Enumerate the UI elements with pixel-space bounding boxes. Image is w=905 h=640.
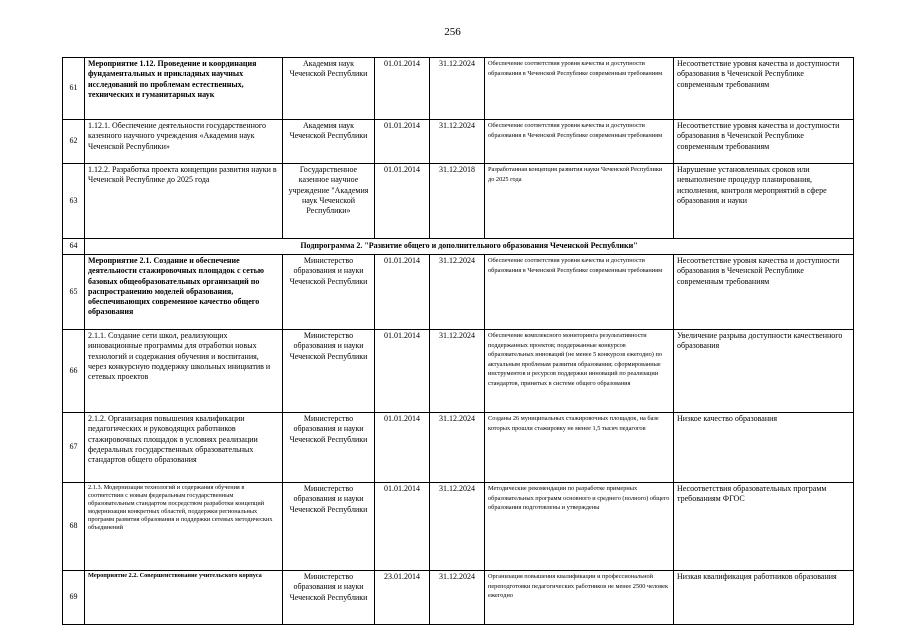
end-date-cell: 31.12.2024 [430, 58, 485, 120]
event-cell: 1.12.2. Разработка проекта концепции развития науки в Чеченской Республике до 2025 года [85, 164, 283, 239]
table-row [63, 239, 854, 255]
start-date-cell: 01.01.2014 [375, 483, 430, 571]
row-number: 66 [63, 330, 85, 413]
start-date-cell: 01.01.2014 [375, 120, 430, 164]
executor-cell: Министерство образования и науки Чеченской Республики [283, 571, 375, 625]
risk-cell: Несоответствие уровня качества и доступности образования в Чеченской Республике современным требованиям [674, 58, 854, 120]
table-row [63, 58, 854, 120]
start-date-cell: 01.01.2014 [375, 164, 430, 239]
event-cell: Мероприятие 1.12. Проведение и координация фундаментальных и прикладных научных исследований по проблемам естественных, технических и гуманитарных наук [85, 58, 283, 120]
start-date-cell: 01.01.2014 [375, 255, 430, 330]
risk-cell: Несоответствия образовательных программ требованиям ФГОС [674, 483, 854, 571]
result-cell: Обеспечение соответствия уровня качества и доступности образования в Чеченской Республике современным требованиям [485, 120, 674, 164]
table-row [63, 164, 854, 239]
row-number: 63 [63, 164, 85, 239]
result-cell: Обеспечение комплексного мониторинга результативности поддержанных проектов; поддержанные конкурсов образовательных инноваций (не менее 5 конкурсов ежегодно) по актуальным проблемам развития образования; сформированные инструментов и ресурсов поддержки инноваций по реализации стандартов, принятых в системе общего образования [485, 330, 674, 413]
result-cell: Организация повышения квалификации и профессиональной переподготовки педагогических работников не менее 2500 человек ежегодно [485, 571, 674, 625]
risk-cell: Увеличение разрыва доступности качественного образования [674, 330, 854, 413]
executor-cell: Министерство образования и науки Чеченской Республики [283, 330, 375, 413]
event-cell: 2.1.1. Создание сети школ, реализующих инновационные программы для отработки новых технологий и содержания обучения и воспитания, через конкурсную поддержку школьных инициатив и сетевых проектов [85, 330, 283, 413]
executor-cell: Министерство образования и науки Чеченской Республики [283, 483, 375, 571]
end-date-cell: 31.12.2024 [430, 120, 485, 164]
program-table [62, 57, 854, 625]
end-date-cell: 31.12.2024 [430, 413, 485, 483]
executor-cell: Академия наук Чеченской Республики [283, 120, 375, 164]
event-cell: Мероприятие 2.2. Совершенствование учительского корпуса [85, 571, 283, 625]
event-cell: 2.1.2. Организация повышения квалификации педагогических и руководящих работников стажировочных площадок в условиях реализации федеральных государственных образовательных стандартов общего образования [85, 413, 283, 483]
row-number: 68 [63, 483, 85, 571]
row-number: 62 [63, 120, 85, 164]
row-number: 64 [63, 239, 85, 255]
end-date-cell: 31.12.2024 [430, 571, 485, 625]
risk-cell: Несоответствие уровня качества и доступности образования в Чеченской Республике современным требованиям [674, 120, 854, 164]
executor-cell: Министерство образования и науки Чеченской Республики [283, 413, 375, 483]
subprogram-title: Подпрограмма 2. "Развитие общего и дополнительного образования Чеченской Республики" [85, 239, 854, 255]
page-number: 256 [444, 26, 461, 38]
row-number: 69 [63, 571, 85, 625]
event-cell: 1.12.1. Обеспечение деятельности государственного казенного научного учреждения «Академия наук Чеченской Республики» [85, 120, 283, 164]
start-date-cell: 23.01.2014 [375, 571, 430, 625]
result-cell: Разработанная концепция развития науки Чеченской Республики до 2025 года [485, 164, 674, 239]
end-date-cell: 31.12.2018 [430, 164, 485, 239]
row-number: 61 [63, 58, 85, 120]
table-row [63, 483, 854, 571]
result-cell: Обеспечение соответствия уровня качества и доступности образования в Чеченской Республике современным требованиям [485, 58, 674, 120]
risk-cell: Низкая квалификация работников образования [674, 571, 854, 625]
executor-cell: Академия наук Чеченской Республики [283, 58, 375, 120]
table-row [63, 120, 854, 164]
start-date-cell: 01.01.2014 [375, 330, 430, 413]
result-cell: Созданы 26 муниципальных стажировочных площадок, на базе которых прошли стажировку не менее 1,5 тысяч педагогов [485, 413, 674, 483]
risk-cell: Низкое качество образования [674, 413, 854, 483]
executor-cell: Министерство образования и науки Чеченской Республики [283, 255, 375, 330]
end-date-cell: 31.12.2024 [430, 255, 485, 330]
start-date-cell: 01.01.2014 [375, 58, 430, 120]
table-row [63, 330, 854, 413]
event-cell: 2.1.3. Модернизация технологий и содержания обучения в соответствии с новым федеральным государственным образовательным стандартом посредством разработки концепций модернизации конкретных областей, поддержки региональных программ развития образования и поддержки сетевых методических объединений [85, 483, 283, 571]
event-cell: Мероприятие 2.1. Создание и обеспечение деятельности стажировочных площадок с сетью базовых общеобразовательных организаций по распространению моделей образования, обеспечивающих современное качество общего образования [85, 255, 283, 330]
start-date-cell: 01.01.2014 [375, 413, 430, 483]
table-row [63, 571, 854, 625]
risk-cell: Несоответствие уровня качества и доступности образования в Чеченской Республике современным требованиям [674, 255, 854, 330]
result-cell: Обеспечение соответствия уровня качества и доступности образования в Чеченской Республике современным требованиям [485, 255, 674, 330]
executor-cell: Государственное казенное научное учреждение "Академия наук Чеченской Республики» [283, 164, 375, 239]
row-number: 67 [63, 413, 85, 483]
table-row [63, 413, 854, 483]
result-cell: Методические рекомендации по разработке примерных образовательных программ основного и среднего (полного) общего образования подготовлены и утверждены [485, 483, 674, 571]
end-date-cell: 31.12.2024 [430, 330, 485, 413]
end-date-cell: 31.12.2024 [430, 483, 485, 571]
table-row [63, 255, 854, 330]
risk-cell: Нарушение установленных сроков или невыполнение процедур планирования, исполнения, контроля мероприятий в сфере образования и науки [674, 164, 854, 239]
row-number: 65 [63, 255, 85, 330]
